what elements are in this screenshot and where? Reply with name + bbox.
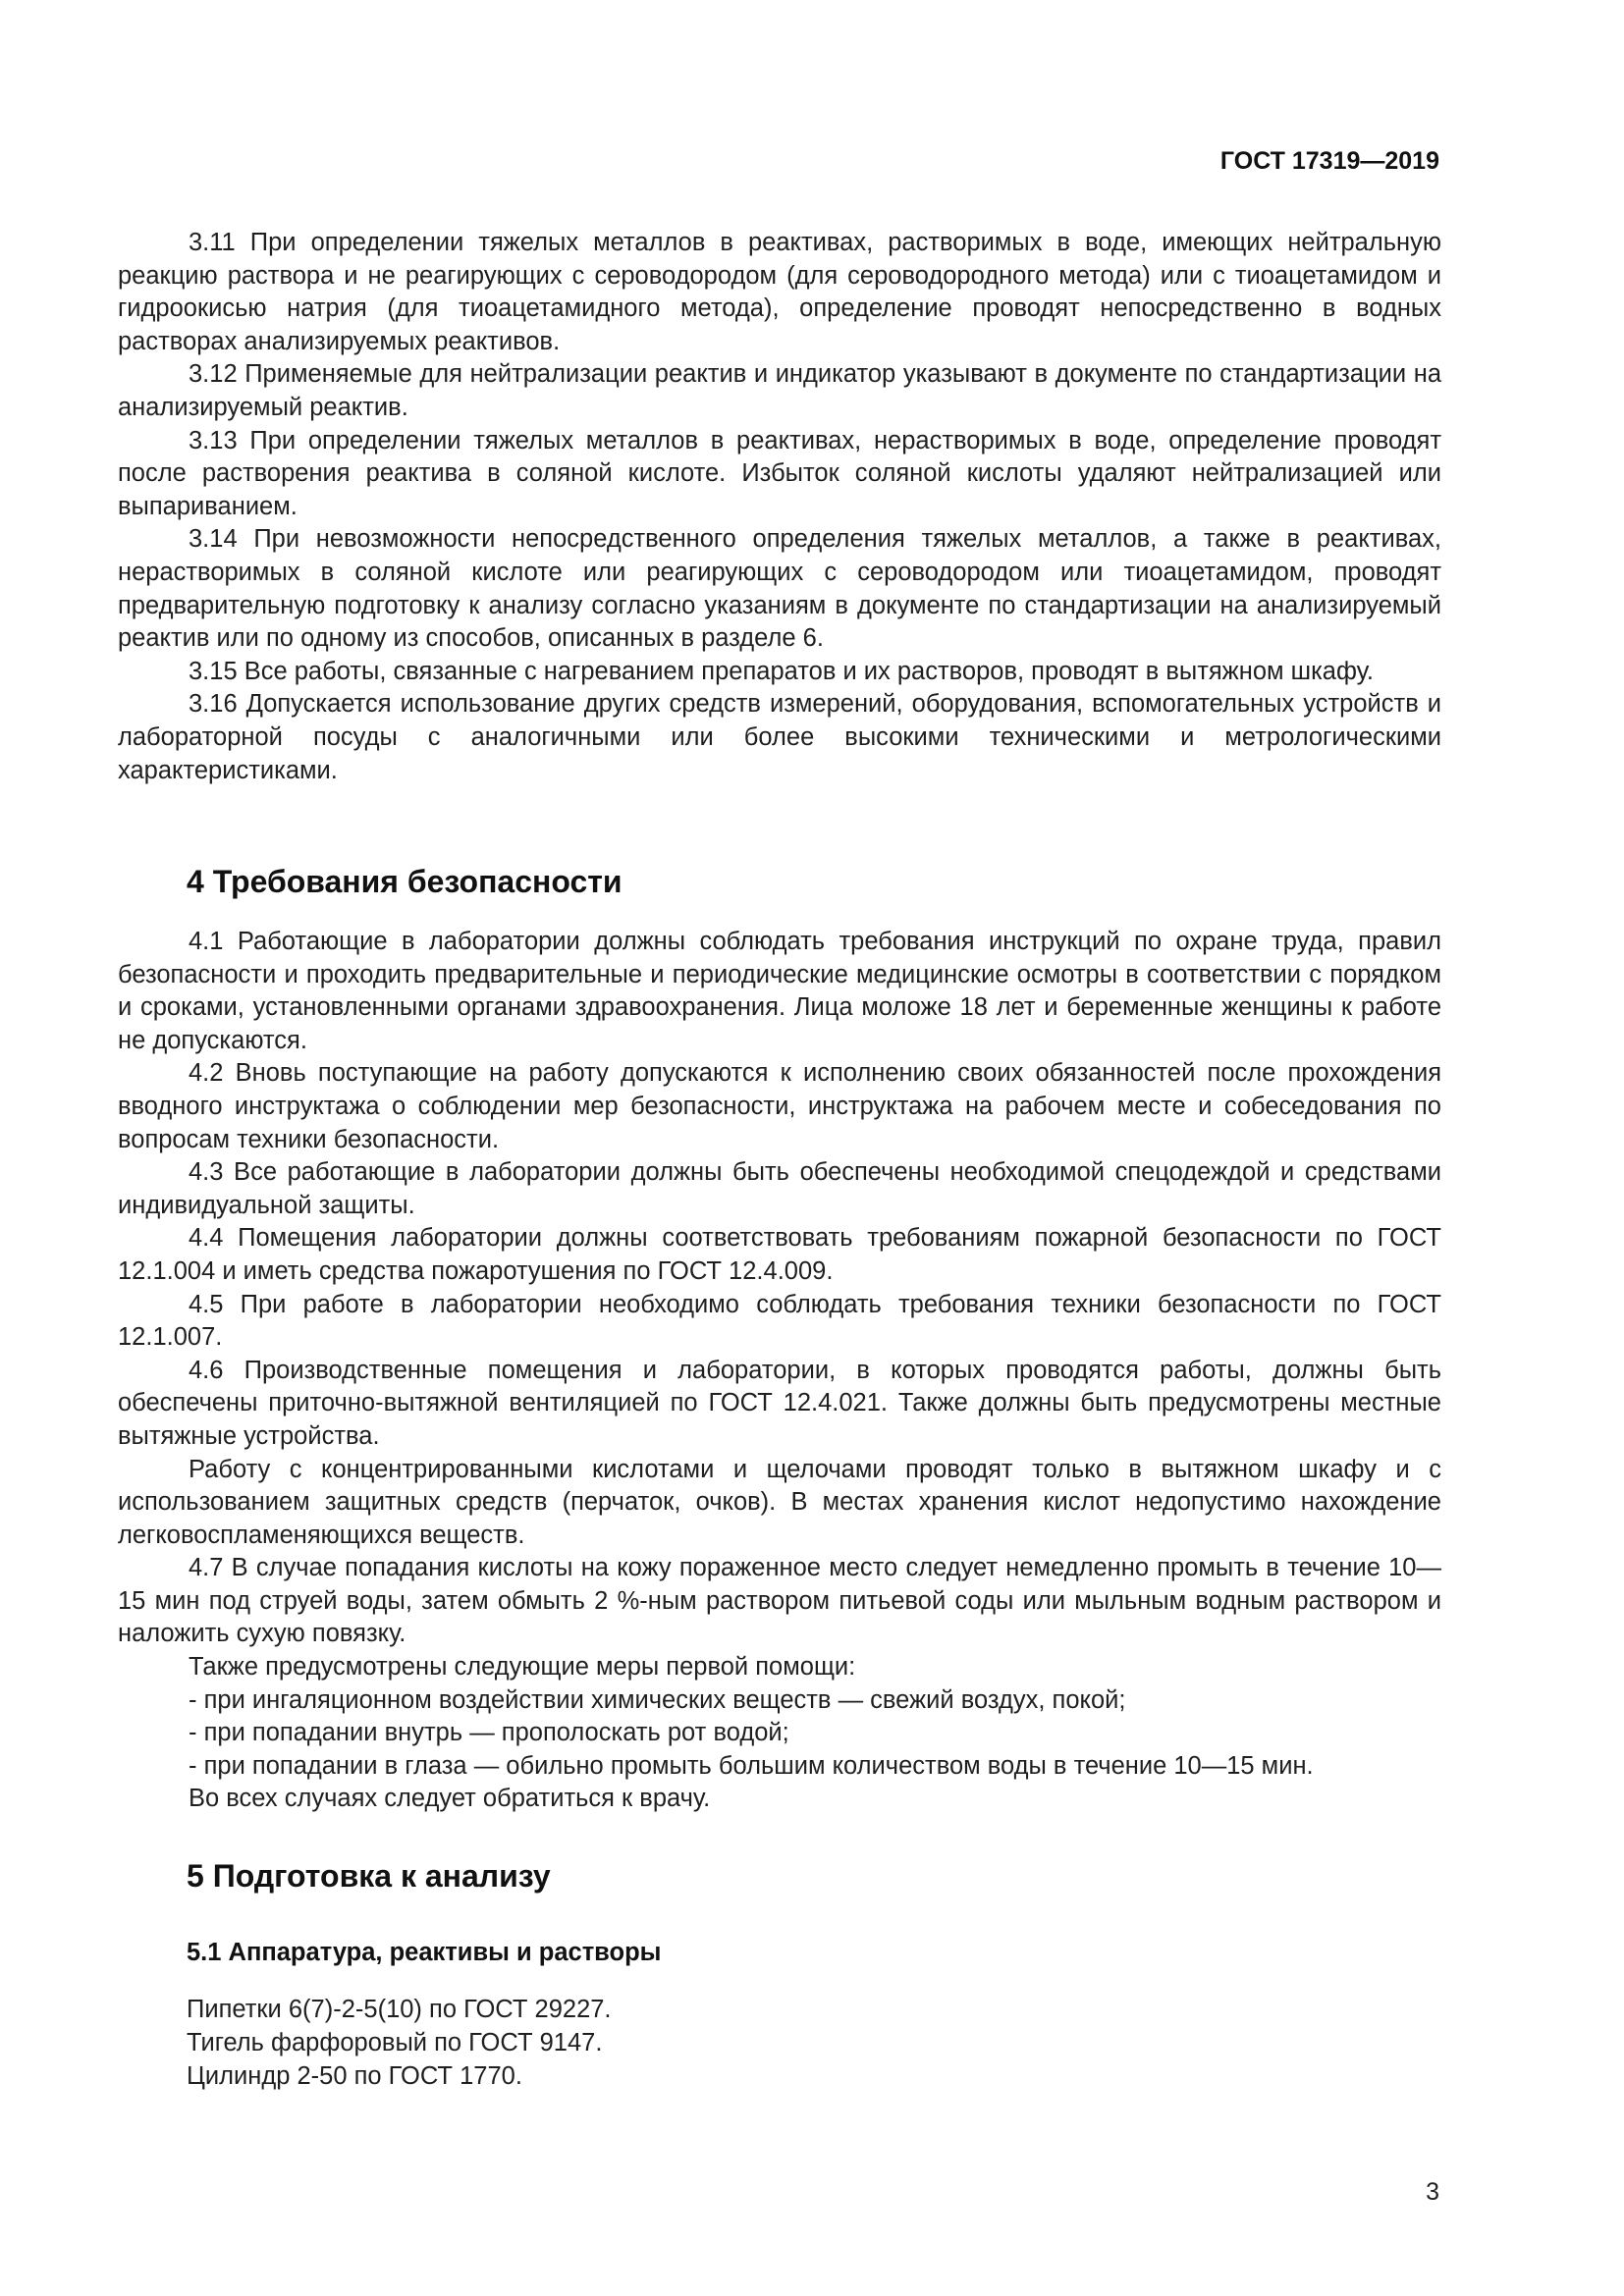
apparatus-item: Пипетки 6(7)-2-5(10) по ГОСТ 29227. <box>187 1996 612 2023</box>
first-aid-item: - при попадании внутрь — прополоскать рот водой; <box>189 1719 789 1747</box>
apparatus-list <box>187 1993 612 2093</box>
section-3-paragraphs <box>118 227 1441 787</box>
first-aid-intro: Также предусмотрены следующие меры первой помощи: <box>189 1653 856 1682</box>
paragraph-4-6-acids: Работу с концентрированными кислотами и щелочами проводят только в вытяжном шкафу и с использованием защитных средств (перчаток, очков). В местах хранения кислот недопустимо нахождение легковоспламеняющихся веществ. <box>118 1455 1441 1549</box>
apparatus-item: Тигель фарфоровый по ГОСТ 9147. <box>187 2029 603 2056</box>
paragraph-4-7: 4.7 В случае попадания кислоты на кожу пораженное место следует немедленно промыть в течение 10—15 мин под струей воды, затем обмыть 2 %-ным раствором питьевой соды или мыльным водным раствором и наложить сухую повязку. <box>118 1554 1441 1648</box>
first-aid-item: - при ингаляционном воздействии химических веществ — свежий воздух, покой; <box>189 1685 1126 1714</box>
paragraph-3-16: 3.16 Допускается использование других средств измерений, оборудования, вспомогательных устройств и лабораторной посуды с аналогичными или более высокими техническими и метрологическими характеристиками. <box>118 690 1441 784</box>
section-4-heading: 4 Требования безопасности <box>187 864 623 899</box>
paragraph-4-4: 4.4 Помещения лаборатории должны соответствовать требованиям пожарной безопасности по ГОСТ 12.1.004 и иметь средства пожаротушения по ГОСТ 12.4.009. <box>118 1224 1441 1285</box>
subsection-5-1-heading: 5.1 Аппаратура, реактивы и растворы <box>187 1939 662 1966</box>
apparatus-item: Цилиндр 2-50 по ГОСТ 1770. <box>187 2062 522 2090</box>
page-number: 3 <box>1426 2178 1439 2206</box>
first-aid-item: - при попадании в глаза — обильно промыть большим количеством воды в течение 10—15 мин. <box>189 1751 1314 1780</box>
paragraph-4-5: 4.5 При работе в лаборатории необходимо соблюдать требования техники безопасности по ГОСТ 12.1.007. <box>118 1290 1441 1352</box>
paragraph-4-2: 4.2 Вновь поступающие на работу допускаются к исполнению своих обязанностей после прохождения вводного инструктажа о соблюдении мер безопасности, инструктажа на рабочем месте и собеседования по вопросам техники безопасности. <box>118 1059 1441 1153</box>
paragraph-4-3: 4.3 Все работающие в лаборатории должны быть обеспечены необходимой спецодеждой и средствами индивидуальной защиты. <box>118 1158 1441 1219</box>
paragraph-3-14: 3.14 При невозможности непосредственного определения тяжелых металлов, а также в реактивах, нерастворимых в соляной кислоте или реагирующих с сероводородом или тиоацетамидом, проводят предварительную подготовку к анализу согласно указаниям в документе по стандартизации на анализируемый реактив или по одному из способов, описанных в разделе 6. <box>118 525 1441 653</box>
paragraph-3-13: 3.13 При определении тяжелых металлов в реактивах, нерастворимых в воде, определение проводят после растворения реактива в соляной кислоте. Избыток соляной кислоты удаляют нейтрализацией или выпариванием. <box>118 426 1441 520</box>
first-aid-closing: Во всех случаях следует обратиться к врачу. <box>189 1785 711 1813</box>
paragraph-4-6: 4.6 Производственные помещения и лаборатории, в которых проводятся работы, должны быть обеспечены приточно-вытяжной вентиляцией по ГОСТ 12.4.021. Также должны быть предусмотрены местные вытяжные устройства. <box>118 1356 1441 1450</box>
paragraph-3-15: 3.15 Все работы, связанные с нагреванием препаратов и их растворов, проводят в вытяжном шкафу. <box>189 657 1374 685</box>
paragraph-4-1: 4.1 Работающие в лаборатории должны соблюдать требования инструкций по охране труда, правил безопасности и проходить предварительные и периодические медицинские осмотры в соответствии с порядком и сроками, установленными органами здравоохранения. Лица моложе 18 лет и беременные женщины к работе не допускаются. <box>118 928 1441 1054</box>
document-code-header: ГОСТ 17319—2019 <box>1219 147 1439 175</box>
paragraph-3-12: 3.12 Применяемые для нейтрализации реактив и индикатор указывают в документе по стандартизации на анализируемый реактив. <box>118 360 1441 421</box>
section-5-heading: 5 Подготовка к анализу <box>187 1858 551 1894</box>
paragraph-3-11: 3.11 При определении тяжелых металлов в реактивах, растворимых в воде, имеющих нейтральную реакцию раствора и не реагирующих с сероводородом (для сероводородного метода) или с тиоацетамидом и гидроокисью натрия (для тиоацетамидного метода), определение проводят непосредственно в водных растворах анализируемых реактивов. <box>118 229 1441 355</box>
section-4-paragraphs <box>118 926 1441 1816</box>
